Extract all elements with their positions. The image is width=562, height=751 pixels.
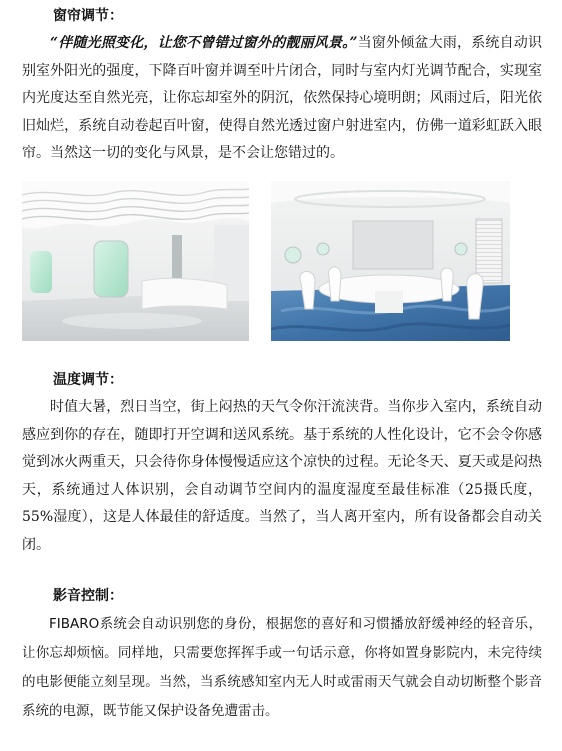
photo-white-room-illustration — [22, 181, 249, 341]
photo-white-room — [22, 181, 249, 341]
curtain-body: 当窗外倾盆大雨，系统自动识别室外阳光的强度，下降百叶窗并调至叶片闭合，同时与室内灯光调节配合，实现室内光度达至自然光亮，让你忘却室外的阴沉，依然保持心境明朗；风雨过后，阳光依旧灿烂，系统自动卷起百叶窗，使得自然光透过窗户射进室内，仿佛一道彩虹跃入眼帘。当然这一切的变化与风景，是不会让您错过的。 — [22, 35, 542, 161]
curtain-quote: “伴随光照变化，让您不曾错过窗外的靓丽风景。” — [50, 35, 358, 51]
curtain-paragraph — [22, 30, 542, 168]
curtain-heading: 窗帘调节： — [53, 8, 123, 24]
media-paragraph: FIBARO系统会自动识别您的身份，根据您的喜好和习惯播放舒缓神经的轻音乐，让你忘却烦恼。同样地，只需要您挥挥手或一句话示意，你将如置身影院内，未完待续的电影便能立刻呈现。当然，当系统感知室内无人时或雷雨天气就会自动切断整个影音系统的电源，既节能又保护设备免遭雷击。 — [22, 616, 542, 719]
temperature-heading: 温度调节： — [53, 372, 123, 388]
media-heading: 影音控制： — [53, 588, 123, 604]
temperature-paragraph: 时值大暑，烈日当空，街上闷热的天气令你汗流浃背。当你步入室内，系统自动感应到你的存在，随即打开空调和送风系统。基于系统的人性化设计，它不会令你感觉到冰火两重天，只会待你身体慢慢适应这个凉快的过程。无论冬天、夏天或是闷热天，系统通过人体识别，会自动调节空间内的温度湿度至最佳标准（25摄氏度，55%湿度），这是人体最佳的舒适度。当然了，当人离开室内，所有设备都会自动关闭。 — [22, 399, 542, 553]
photo-meeting-room-illustration — [271, 181, 510, 341]
photo-meeting-room — [271, 181, 510, 341]
